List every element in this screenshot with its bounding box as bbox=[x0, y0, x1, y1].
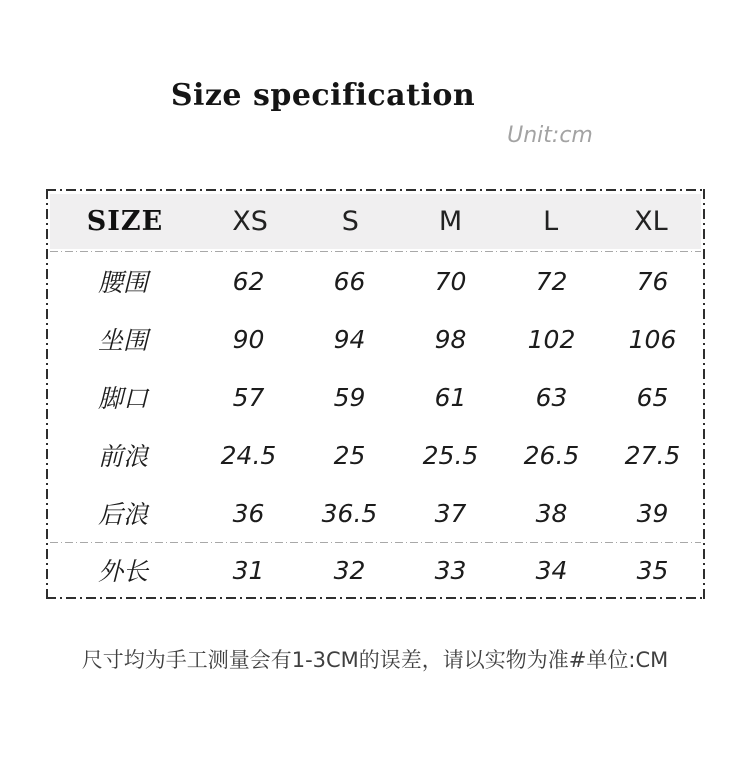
cell-seat-xs: 90 bbox=[232, 324, 265, 354]
cell-back-rise-l: 38 bbox=[535, 498, 568, 528]
cell-outer-length-s: 32 bbox=[333, 555, 366, 585]
row-label-seat: 坐围 bbox=[97, 326, 148, 355]
cell-outer-length-m: 33 bbox=[434, 555, 467, 585]
col-header-xl: XL bbox=[634, 206, 668, 237]
cell-waist-s: 66 bbox=[333, 266, 366, 296]
cell-front-rise-xl: 27.5 bbox=[624, 440, 681, 470]
cell-leg-opening-s: 59 bbox=[333, 382, 366, 412]
cell-leg-opening-m: 61 bbox=[434, 382, 467, 412]
row-label-waist: 腰围 bbox=[97, 268, 148, 297]
table-border-right bbox=[703, 189, 705, 599]
table-body bbox=[48, 191, 703, 597]
cell-waist-l: 72 bbox=[535, 266, 568, 296]
row-label-back-rise: 后浪 bbox=[97, 500, 148, 529]
cell-leg-opening-xl: 65 bbox=[636, 382, 669, 412]
cell-outer-length-l: 34 bbox=[535, 555, 568, 585]
unit-label: Unit:cm bbox=[507, 123, 593, 148]
table-row-back-rise bbox=[48, 484, 703, 542]
table-row-outer-length bbox=[48, 543, 703, 597]
table-header-row bbox=[50, 194, 701, 249]
cell-front-rise-l: 26.5 bbox=[523, 440, 580, 470]
col-header-l: L bbox=[543, 206, 559, 237]
row-label-outer-length: 外长 bbox=[97, 557, 148, 586]
cell-seat-s: 94 bbox=[333, 324, 366, 354]
col-header-m: M bbox=[438, 206, 463, 237]
cell-front-rise-s: 25 bbox=[333, 440, 366, 470]
cell-front-rise-m: 25.5 bbox=[422, 440, 479, 470]
col-header-xs: XS bbox=[232, 206, 268, 237]
cell-outer-length-xl: 35 bbox=[636, 555, 669, 585]
cell-leg-opening-xs: 57 bbox=[232, 382, 265, 412]
row-label-front-rise: 前浪 bbox=[97, 442, 148, 471]
table-border-bottom bbox=[46, 597, 705, 599]
cell-waist-m: 70 bbox=[434, 266, 467, 296]
table-row-waist bbox=[48, 252, 703, 310]
size-table bbox=[46, 189, 705, 599]
cell-seat-xl: 106 bbox=[628, 324, 677, 354]
table-row-front-rise bbox=[48, 426, 703, 484]
cell-back-rise-m: 37 bbox=[434, 498, 467, 528]
table-row-seat bbox=[48, 310, 703, 368]
page-title: Size specification bbox=[170, 78, 476, 113]
cell-outer-length-xs: 31 bbox=[232, 555, 265, 585]
cell-waist-xs: 62 bbox=[232, 266, 265, 296]
col-header-s: S bbox=[341, 206, 359, 237]
cell-seat-m: 98 bbox=[434, 324, 467, 354]
cell-front-rise-xs: 24.5 bbox=[220, 440, 277, 470]
cell-back-rise-s: 36.5 bbox=[321, 498, 378, 528]
cell-back-rise-xs: 36 bbox=[232, 498, 265, 528]
row-label-leg-opening: 脚口 bbox=[97, 384, 148, 413]
cell-waist-xl: 76 bbox=[636, 266, 669, 296]
cell-leg-opening-l: 63 bbox=[535, 382, 568, 412]
table-row-leg-opening bbox=[48, 368, 703, 426]
cell-seat-l: 102 bbox=[527, 324, 576, 354]
cell-back-rise-xl: 39 bbox=[636, 498, 669, 528]
measurement-disclaimer: 尺寸均为手工测量会有1-3CM的误差，请以实物为准#单位:CM bbox=[81, 648, 669, 672]
col-header-size: SIZE bbox=[86, 206, 164, 237]
